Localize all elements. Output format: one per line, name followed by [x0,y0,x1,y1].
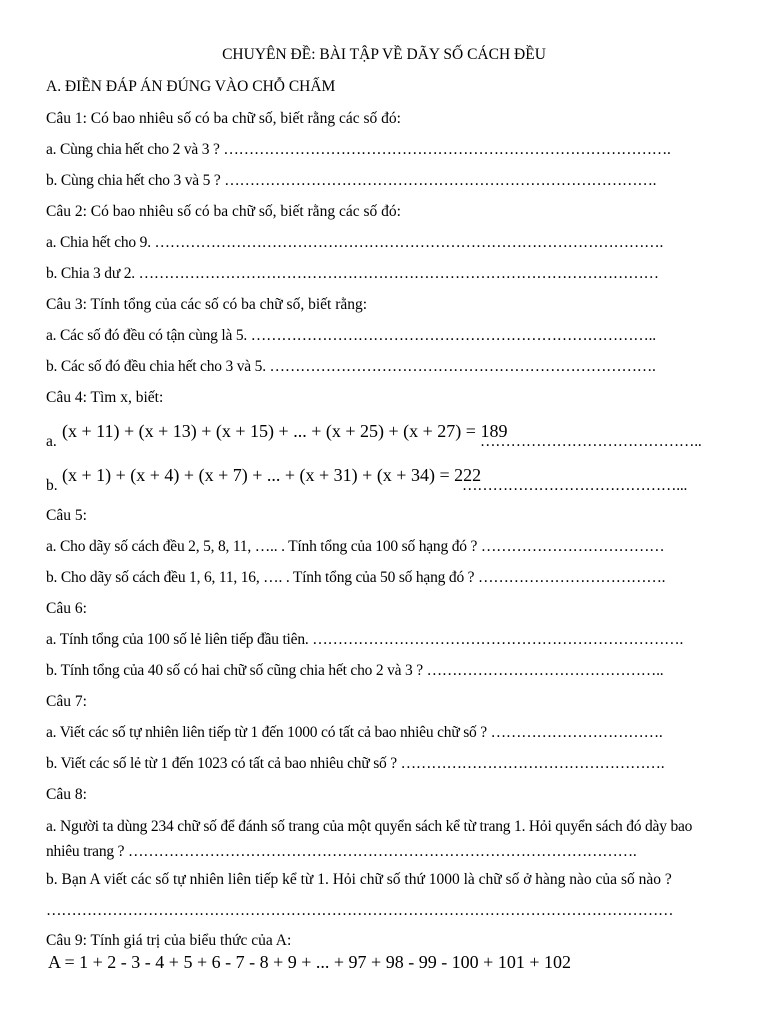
question-3a: a. Các số đó đều có tận cùng là 5. …………………………………………………………………….. [46,327,656,344]
question-7a: a. Viết các số tự nhiên liên tiếp từ 1 đến 1000 có tất cả bao nhiêu chữ số ? ……………………………. [46,724,663,741]
question-8a: a. Người ta dùng 234 chữ số để đánh số trang của một quyển sách kể từ trang 1. Hỏi quyển sách đó dày bao nhiêu trang ? ………………………………………………………………………………………. [46,818,693,860]
question-3b: b. Các số đó đều chia hết cho 3 và 5. …………………………………………………………………. [46,358,656,375]
question-2-heading: Câu 2: Có bao nhiêu số có ba chữ số, biết rằng các số đó: [46,203,401,220]
question-3-heading: Câu 3: Tính tổng của các số có ba chữ số, biết rằng: [46,296,368,313]
document-title: CHUYÊN ĐỀ: BÀI TẬP VỀ DÃY SỐ CÁCH ĐỀU [222,46,546,63]
question-6a: a. Tính tổng của 100 số lẻ liên tiếp đầu tiên. ………………………………………………………………. [46,631,684,648]
question-4-heading: Câu 4: Tìm x, biết: [46,389,164,406]
question-6-heading: Câu 6: [46,600,87,617]
question-5-heading: Câu 5: [46,507,87,524]
question-5a: a. Cho dãy số cách đều 2, 5, 8, 11, ….. . Tính tổng của 100 số hạng đó ? ……………………………… [46,538,665,555]
question-9-heading: Câu 9: Tính giá trị của biểu thức của A: [46,932,292,949]
question-1-heading: Câu 1: Có bao nhiêu số có ba chữ số, biết rằng các số đó: [46,110,401,127]
question-2b: b. Chia 3 dư 2. ………………………………………………………………………………………… [46,265,659,282]
question-4a-equation: (x + 11) + (x + 13) + (x + 15) + ... + (x + 25) + (x + 27) = 189 [62,421,508,441]
question-4a-label: a. [46,433,57,450]
question-7b: b. Viết các số lẻ từ 1 đến 1023 có tất cả bao nhiêu chữ số ? ……………………………………………. [46,755,665,772]
question-4a-answer-dots: …………………………………….. [480,433,702,450]
question-9-expression: A = 1 + 2 - 3 - 4 + 5 + 6 - 7 - 8 + 9 + ... + 97 + 98 - 99 - 100 + 101 + 102 [48,952,571,972]
question-4b-equation: (x + 1) + (x + 4) + (x + 7) + ... + (x + 31) + (x + 34) = 222 [62,465,482,485]
question-5b: b. Cho dãy số cách đều 1, 6, 11, 16, …. . Tính tổng của 50 số hạng đó ? ………………………………. [46,569,666,586]
question-1b: b. Cùng chia hết cho 3 và 5 ? …………………………………………………………………………. [46,172,657,189]
section-a-heading: A. ĐIỀN ĐÁP ÁN ĐÚNG VÀO CHỖ CHẤM [46,78,336,95]
question-8b-answer-dots: …………………………………………………………………………………………………………… [46,902,674,919]
question-8-heading: Câu 8: [46,786,87,803]
question-8b: b. Bạn A viết các số tự nhiên liên tiếp kể từ 1. Hỏi chữ số thứ 1000 là chữ số ở hàng nào của số nào ? [46,871,672,888]
question-4b-label: b. [46,477,58,494]
question-7-heading: Câu 7: [46,693,87,710]
question-4b-answer-dots: ……………………………………... [462,477,688,494]
question-2a: a. Chia hết cho 9. ………………………………………………………………………………………. [46,234,664,251]
question-1a: a. Cùng chia hết cho 2 và 3 ? ……………………………………………………………………………. [46,141,671,158]
question-6b: b. Tính tổng của 40 số có hai chữ số cũng chia hết cho 2 và 3 ? ……………………………………….. [46,662,664,679]
